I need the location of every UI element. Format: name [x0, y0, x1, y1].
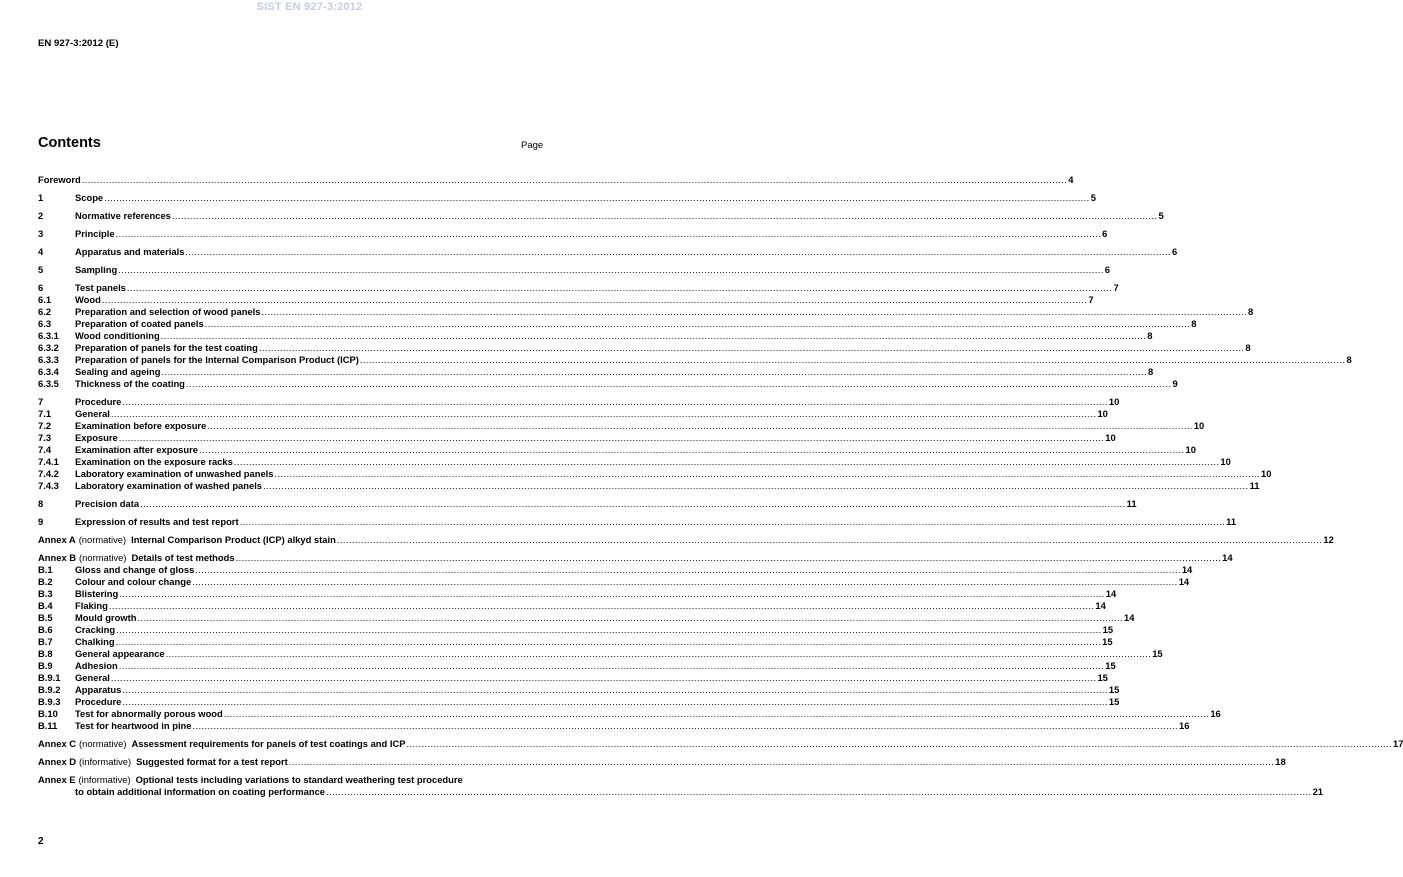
- toc-leader: [137, 612, 1123, 624]
- annex-title: Assessment requirements for panels of test coatings and ICP: [131, 738, 406, 749]
- toc-leader: [326, 786, 1312, 798]
- toc-number: 2: [38, 210, 44, 221]
- toc-entry-annex-e[interactable]: [38, 774, 545, 786]
- toc-number: B.9.1: [38, 672, 61, 683]
- toc-page: 10: [1220, 456, 1231, 467]
- toc-page: 15: [1097, 672, 1108, 683]
- toc-title: Test panels: [75, 282, 126, 293]
- toc-entry[interactable]: [38, 210, 1164, 222]
- toc-title: Apparatus: [75, 684, 122, 695]
- toc-entry[interactable]: [38, 576, 1190, 588]
- toc-leader: [406, 738, 1392, 750]
- page-number: 2: [38, 836, 44, 847]
- toc-title: Laboratory examination of washed panels: [75, 480, 263, 491]
- page-column-label: Page: [521, 140, 544, 151]
- toc-leader: [102, 294, 1088, 306]
- toc-entry[interactable]: [38, 624, 1114, 636]
- toc-number: B.9: [38, 660, 53, 671]
- toc-title: Adhesion: [75, 660, 118, 671]
- toc-page: 15: [1105, 660, 1116, 671]
- toc-page: 9: [1172, 378, 1178, 389]
- toc-title: Examination on the exposure racks: [75, 456, 233, 467]
- toc-number: 7: [38, 396, 44, 407]
- toc-clauses: [38, 192, 1352, 528]
- toc-leader: [122, 684, 1108, 696]
- toc-number: 6.3.5: [38, 378, 59, 389]
- toc-leader: [116, 228, 1102, 240]
- toc-entry[interactable]: [38, 720, 1190, 732]
- toc-entry[interactable]: [38, 342, 1251, 354]
- toc-leader: [274, 468, 1260, 480]
- toc-page: 14: [1222, 552, 1233, 563]
- toc-number: 7.4.1: [38, 456, 59, 467]
- toc-number: B.7: [38, 636, 53, 647]
- toc-entry[interactable]: [38, 246, 1178, 258]
- toc-leader: [109, 600, 1095, 612]
- toc-leader: [224, 708, 1210, 720]
- toc-page: 10: [1097, 408, 1108, 419]
- toc-page: 16: [1210, 708, 1221, 719]
- toc-entry[interactable]: [38, 696, 1120, 708]
- toc-leader: [193, 720, 1179, 732]
- toc-entry[interactable]: [38, 480, 1260, 492]
- toc-entry[interactable]: [38, 408, 1108, 420]
- toc-page: 6: [1171, 246, 1178, 257]
- toc-page: 14: [1181, 564, 1193, 575]
- toc-leader: [172, 210, 1158, 222]
- toc-leader: [263, 480, 1249, 492]
- toc-page: 10: [1261, 468, 1272, 479]
- toc-page: 11: [1126, 498, 1137, 509]
- toc-entry[interactable]: [38, 468, 1272, 480]
- toc-number: 5: [38, 264, 44, 275]
- toc-entry[interactable]: [38, 564, 1193, 576]
- toc-title: General appearance: [75, 648, 165, 659]
- toc-page: 14: [1095, 600, 1106, 611]
- toc-title: Wood: [75, 294, 101, 305]
- toc-page: 15: [1152, 648, 1163, 659]
- toc-title: Foreword: [38, 174, 81, 185]
- toc-leader: [111, 408, 1097, 420]
- toc-entry[interactable]: [38, 636, 1113, 648]
- toc-number: 8: [38, 498, 44, 509]
- toc-leader: [199, 444, 1185, 456]
- toc-title: Expression of results and test report: [75, 516, 239, 527]
- toc-leader: [161, 366, 1147, 378]
- toc-entry[interactable]: [38, 498, 1137, 510]
- toc-title: General: [75, 408, 110, 419]
- toc-leader: [259, 342, 1245, 354]
- toc-entry[interactable]: [38, 330, 1153, 342]
- toc-entry[interactable]: [38, 420, 1205, 432]
- toc-leader: [192, 576, 1178, 588]
- toc-page: 6: [1104, 264, 1110, 275]
- toc-entry[interactable]: [38, 672, 1108, 684]
- toc-page: 8: [1191, 318, 1197, 329]
- toc-title: Gloss and change of gloss: [75, 564, 195, 575]
- toc-leader: [185, 246, 1171, 258]
- toc-leader: [116, 624, 1102, 636]
- toc-number: 7.1: [38, 408, 52, 419]
- toc-number: 4: [38, 246, 44, 257]
- toc-page: 10: [1193, 420, 1205, 431]
- toc-number: 6.3.1: [38, 330, 59, 341]
- annex-type: (informative): [79, 756, 132, 767]
- toc-number: B.8: [38, 648, 53, 659]
- toc-leader: [289, 756, 1275, 768]
- toc-title: Chalking: [75, 636, 115, 647]
- toc-page: 5: [1158, 210, 1164, 221]
- toc-entry[interactable]: [38, 318, 1197, 330]
- toc-number: B.9.3: [38, 696, 61, 707]
- toc-number: 7.4.3: [38, 480, 59, 491]
- toc-page: 10: [1105, 432, 1116, 443]
- annex-label: Annex D: [38, 756, 77, 767]
- table-of-contents: [38, 174, 1403, 798]
- toc-title: Procedure: [75, 696, 122, 707]
- toc-entry[interactable]: [38, 684, 1120, 696]
- toc-page: 11: [1226, 516, 1237, 527]
- toc-leader: [122, 696, 1108, 708]
- toc-number: B.3: [38, 588, 53, 599]
- toc-entry[interactable]: [38, 600, 1106, 612]
- toc-number: 7.3: [38, 432, 52, 443]
- toc-title: Apparatus and materials: [75, 246, 185, 257]
- toc-leader: [82, 174, 1068, 186]
- toc-page: 14: [1124, 612, 1135, 623]
- toc-page: 8: [1248, 306, 1254, 317]
- toc-number: 6: [38, 282, 44, 293]
- annex-label: Annex C: [38, 738, 77, 749]
- toc-entry-annex-a[interactable]: [38, 534, 1334, 546]
- toc-leader: [166, 648, 1152, 660]
- toc-page: 16: [1179, 720, 1190, 731]
- toc-leader: [195, 564, 1181, 576]
- toc-entry[interactable]: [38, 228, 1108, 240]
- toc-title: Test for heartwood in pine: [75, 720, 192, 731]
- toc-annex-b-clauses: [38, 564, 1221, 732]
- toc-number: B.5: [38, 612, 53, 623]
- toc-entry[interactable]: [38, 306, 1254, 318]
- toc-leader: [360, 354, 1346, 366]
- toc-title: Exposure: [75, 432, 118, 443]
- watermark: SIST EN 927-3:2012: [256, 1, 363, 13]
- toc-page: 4: [1068, 174, 1074, 185]
- toc-page: 14: [1105, 588, 1117, 599]
- toc-page: 7: [1088, 294, 1094, 305]
- toc-entry[interactable]: [38, 192, 1096, 204]
- annex-type: (informative): [78, 774, 131, 785]
- toc-entry[interactable]: [38, 588, 1117, 600]
- toc-page: 5: [1090, 192, 1096, 203]
- toc-leader: [140, 498, 1126, 510]
- toc-number: B.2: [38, 576, 53, 587]
- annex-type: (normative): [79, 738, 127, 749]
- toc-title: Examination after exposure: [75, 444, 198, 455]
- toc-entry[interactable]: [38, 444, 1196, 456]
- toc-entry[interactable]: [38, 708, 1221, 720]
- toc-title: Scope: [75, 192, 104, 203]
- annex-title: Details of test methods: [131, 552, 235, 563]
- toc-leader: [261, 306, 1247, 318]
- toc-leader: [104, 192, 1090, 204]
- toc-entry[interactable]: [38, 354, 1352, 366]
- toc-title: Principle: [75, 228, 115, 239]
- toc-leader: [119, 660, 1105, 672]
- annex-type: (normative): [79, 552, 127, 563]
- toc-leader: [186, 378, 1172, 390]
- toc-number: 6.3: [38, 318, 52, 329]
- toc-page: 15: [1102, 624, 1114, 635]
- toc-number: 7.4: [38, 444, 52, 455]
- toc-title: Examination before exposure: [75, 420, 207, 431]
- toc-leader: [205, 318, 1191, 330]
- toc-number: B.4: [38, 600, 53, 611]
- toc-page: 8: [1147, 366, 1154, 377]
- toc-leader: [119, 432, 1105, 444]
- toc-leader: [119, 588, 1105, 600]
- document-id: EN 927-3:2012 (E): [38, 38, 119, 49]
- toc-number: 6.1: [38, 294, 52, 305]
- toc-title: Preparation of panels for the Internal Comparison Product (ICP): [75, 354, 359, 365]
- annex-title-line-1: Optional tests including variations to standard weathering test procedure: [135, 774, 463, 785]
- annex-title: Suggested format for a test report: [136, 756, 288, 767]
- contents-title: Contents: [38, 135, 101, 151]
- toc-entry-annex-b[interactable]: [38, 552, 1233, 564]
- toc-title: Sampling: [75, 264, 118, 275]
- toc-title: Thickness of the coating: [75, 378, 185, 389]
- toc-number: 6.3.3: [38, 354, 59, 365]
- toc-title: Cracking: [75, 624, 116, 635]
- toc-title: Blistering: [75, 588, 119, 599]
- toc-page: 15: [1108, 696, 1120, 707]
- toc-title: Procedure: [75, 396, 122, 407]
- toc-page: 14: [1178, 576, 1190, 587]
- annex-title-line-2: to obtain additional information on coating performance: [75, 786, 326, 797]
- toc-number: 6.3.2: [38, 342, 59, 353]
- toc-entry[interactable]: [38, 648, 1163, 660]
- toc-entry[interactable]: [38, 660, 1116, 672]
- toc-page: 21: [1312, 786, 1323, 797]
- toc-entry[interactable]: [38, 396, 1120, 408]
- toc-title: Flaking: [75, 600, 108, 611]
- toc-leader: [240, 516, 1226, 528]
- toc-title: Mould growth: [75, 612, 137, 623]
- toc-entry[interactable]: [38, 432, 1116, 444]
- toc-number: 9: [38, 516, 44, 527]
- toc-page: 8: [1346, 354, 1352, 365]
- toc-entry[interactable]: [38, 516, 1237, 528]
- toc-page: 11: [1249, 480, 1260, 491]
- toc-number: B.9.2: [38, 684, 61, 695]
- toc-entry[interactable]: [38, 456, 1231, 468]
- toc-title: Preparation of panels for the test coating: [75, 342, 258, 353]
- toc-leader: [127, 282, 1113, 294]
- toc-page: 18: [1275, 756, 1286, 767]
- toc-entry[interactable]: [38, 378, 1178, 390]
- toc-leader: [161, 330, 1147, 342]
- annex-label: Annex A: [38, 534, 76, 545]
- toc-entry-annex-e-continued[interactable]: [38, 786, 1323, 798]
- annex-label: Annex B: [38, 552, 77, 563]
- toc-entry-foreword[interactable]: [38, 174, 1074, 186]
- toc-title: General: [75, 672, 110, 683]
- toc-page: 17: [1393, 738, 1403, 749]
- toc-leader: [337, 534, 1323, 546]
- toc-title: Preparation and selection of wood panels: [75, 306, 261, 317]
- toc-page: 12: [1323, 534, 1334, 545]
- toc-title: Laboratory examination of unwashed panels: [75, 468, 274, 479]
- toc-leader: [234, 456, 1220, 468]
- toc-title: Normative references: [75, 210, 171, 221]
- toc-number: 3: [38, 228, 44, 239]
- annex-label: Annex E: [38, 774, 76, 785]
- toc-entry[interactable]: [38, 282, 1119, 294]
- annex-type: (normative): [78, 534, 127, 545]
- toc-number: 7.2: [38, 420, 52, 431]
- toc-page: 6: [1102, 228, 1108, 239]
- toc-number: B.10: [38, 708, 58, 719]
- toc-title: Sealing and ageing: [75, 366, 161, 377]
- toc-page: 15: [1108, 684, 1120, 695]
- toc-page: 10: [1108, 396, 1120, 407]
- toc-entry-annex-c[interactable]: [38, 738, 1403, 750]
- toc-title: Preparation of coated panels: [75, 318, 204, 329]
- toc-number: B.11: [38, 720, 58, 731]
- toc-title: Colour and colour change: [75, 576, 192, 587]
- toc-page: 8: [1245, 342, 1251, 353]
- toc-number: 6.2: [38, 306, 52, 317]
- toc-number: 1: [38, 192, 44, 203]
- toc-leader: [116, 636, 1102, 648]
- toc-entry-annex-d[interactable]: [38, 756, 1286, 768]
- toc-entry[interactable]: [38, 366, 1154, 378]
- toc-entry[interactable]: [38, 294, 1094, 306]
- toc-number: B.1: [38, 564, 53, 575]
- toc-title: Precision data: [75, 498, 140, 509]
- toc-page: 8: [1147, 330, 1153, 341]
- toc-number: 6.3.4: [38, 366, 59, 377]
- toc-title: Wood conditioning: [75, 330, 160, 341]
- toc-leader: [122, 396, 1108, 408]
- toc-entry[interactable]: [38, 264, 1110, 276]
- toc-page: 15: [1102, 636, 1113, 647]
- toc-number: B.6: [38, 624, 53, 635]
- toc-leader: [236, 552, 1222, 564]
- toc-entry[interactable]: [38, 612, 1135, 624]
- toc-number: 7.4.2: [38, 468, 59, 479]
- toc-leader: [207, 420, 1193, 432]
- toc-leader: [118, 264, 1104, 276]
- toc-title: Test for abnormally porous wood: [75, 708, 223, 719]
- toc-leader: [111, 672, 1097, 684]
- toc-page: 7: [1113, 282, 1119, 293]
- annex-title: Internal Comparison Product (ICP) alkyd stain: [131, 534, 336, 545]
- toc-page: 10: [1185, 444, 1196, 455]
